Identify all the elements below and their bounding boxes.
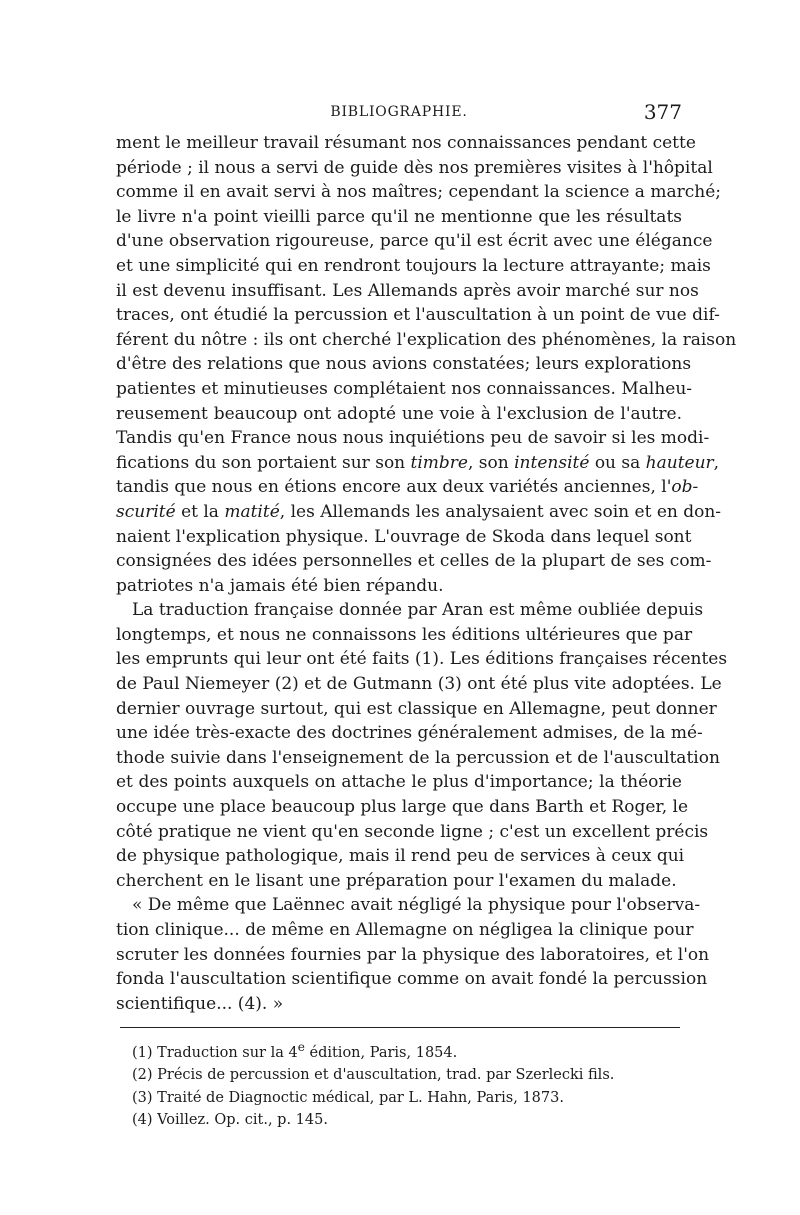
- footnote: (4) Voillez. Op. cit., p. 145.: [132, 1112, 328, 1129]
- text-line-mixed: [116, 451, 720, 476]
- text-fragment: fications du son portaient sur son: [116, 452, 406, 473]
- footnotes: [132, 1036, 672, 1132]
- text-line: côté pratique ne vient qu'en seconde ligne ; c'est un excellent précis: [116, 821, 709, 842]
- text-line: patientes et minutieuses complétaient nos connaissances. Malheu-: [116, 378, 693, 399]
- text-line: une idée très-exacte des doctrines généralement admises, de la mé-: [116, 723, 703, 744]
- footnote-text: édition, Paris, 1854.: [304, 1044, 458, 1061]
- text-line: d'être des relations que nous avions constatées; leurs explorations: [116, 354, 692, 375]
- footnote-text: (1) Traduction sur la 4: [132, 1044, 298, 1061]
- text-line: cherchent en le lisant une préparation pour l'examen du malade.: [116, 870, 677, 891]
- footnote: [132, 1036, 672, 1064]
- text-line: reusement beaucoup ont adopté une voie à l'exclusion de l'autre.: [116, 403, 682, 424]
- text-line: scruter les données fournies par la physique des laboratoires, et l'on: [116, 944, 710, 965]
- text-line: scientifique... (4). »: [116, 993, 284, 1014]
- page-header: [116, 100, 682, 126]
- text-line: fonda l'auscultation scientifique comme on avait fondé la percussion: [116, 969, 708, 990]
- text-line: comme il en avait servi à nos maîtres; cependant la science a marché;: [116, 182, 721, 203]
- italic-word: hauteur: [645, 452, 714, 473]
- text-line: occupe une place beaucoup plus large que dans Barth et Roger, le: [116, 797, 688, 818]
- text-line-mixed: [116, 475, 699, 500]
- text-line: les emprunts qui leur ont été faits (1). Les éditions françaises récentes: [116, 649, 728, 670]
- text-fragment: ,: [713, 452, 720, 473]
- text-line: il est devenu insuffisant. Les Allemands après avoir marché sur nos: [116, 280, 699, 301]
- text-line: patriotes n'a jamais été bien répandu.: [116, 575, 444, 596]
- text-line: de physique pathologique, mais il rend peu de services à ceux qui: [116, 846, 685, 867]
- text-line: d'une observation rigoureuse, parce qu'il est écrit avec une élégance: [116, 231, 713, 252]
- italic-word: matité: [224, 501, 280, 522]
- text-fragment: , les Allemands les analysaient avec soin et en don-: [279, 501, 722, 522]
- body-text: [116, 131, 737, 1016]
- text-line: ment le meilleur travail résumant nos connaissances pendant cette: [116, 133, 696, 153]
- text-line: tion clinique... de même en Allemagne on négligea la clinique pour: [116, 920, 694, 940]
- text-line: férent du nôtre : ils ont cherché l'explication des phénomènes, la raison: [116, 329, 737, 350]
- text-fragment: ou sa: [594, 452, 641, 473]
- italic-word: timbre: [410, 452, 468, 473]
- text-line: et des points auxquels on attache le plus d'importance; la théorie: [116, 772, 682, 793]
- footnote: (3) Traité de Diagnoctic médical, par L. Hahn, Paris, 1873.: [132, 1089, 564, 1106]
- running-title: BIBLIOGRAPHIE.: [330, 104, 468, 120]
- text-fragment: , son: [468, 452, 509, 473]
- text-line: « De même que Laënnec avait négligé la physique pour l'observa-: [132, 895, 701, 916]
- text-line: période ; il nous a servi de guide dès nos premières visites à l'hôpital: [116, 157, 713, 178]
- italic-word: ob-: [671, 477, 699, 498]
- text-line: Tandis qu'en France nous nous inquiétions peu de savoir si les modi-: [116, 428, 710, 449]
- page-number: 377: [643, 100, 682, 124]
- footnote-divider: [120, 1027, 680, 1028]
- text-line: de Paul Niemeyer (2) et de Gutmann (3) ont été plus vite adoptées. Le: [116, 674, 722, 695]
- italic-word: scurité: [116, 501, 176, 522]
- text-fragment: et la: [181, 501, 219, 522]
- italic-word: intensité: [514, 452, 590, 473]
- text-line: thode suivie dans l'enseignement de la percussion et de l'auscultation: [116, 747, 720, 768]
- text-line: traces, ont étudié la percussion et l'auscultation à un point de vue dif-: [116, 305, 720, 326]
- footnote: (2) Précis de percussion et d'auscultation, trad. par Szerlecki fils.: [132, 1067, 615, 1084]
- superscript: e: [297, 1040, 305, 1054]
- text-line: La traduction française donnée par Aran est même oubliée depuis: [132, 600, 704, 621]
- text-line: dernier ouvrage surtout, qui est classique en Allemagne, peut donner: [116, 698, 717, 719]
- text-fragment: tandis que nous en étions encore aux deux variétés anciennes, l': [116, 477, 672, 498]
- text-line: longtemps, et nous ne connaissons les éditions ultérieures que par: [116, 624, 693, 645]
- text-line: et une simplicité qui en rendront toujours la lecture attrayante; mais: [116, 255, 711, 276]
- text-line: naient l'explication physique. L'ouvrage de Skoda dans lequel sont: [116, 526, 692, 547]
- text-line-mixed: [116, 500, 722, 525]
- text-line: consignées des idées personnelles et celles de la plupart de ses com-: [116, 551, 712, 572]
- text-line: le livre n'a point vieilli parce qu'il ne mentionne que les résultats: [116, 206, 682, 227]
